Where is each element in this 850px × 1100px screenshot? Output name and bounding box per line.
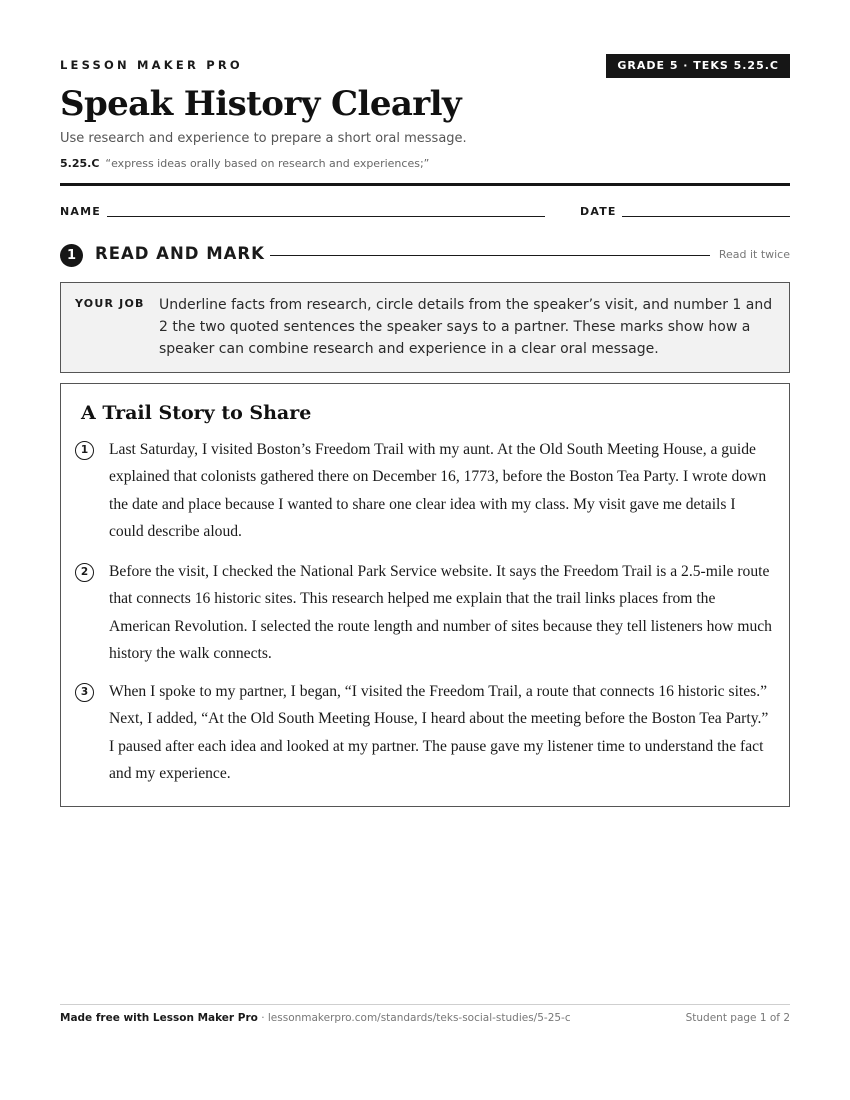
grade-badge: GRADE 5 · TEKS 5.25.C — [606, 54, 790, 78]
date-field-line[interactable] — [622, 216, 790, 217]
paragraph-text: Last Saturday, I visited Boston’s Freedom Trail with my aunt. At the Old South Meeting House, a guide explained that colonists gathered there on December 16, 1773, before the Boston Tea Party. I wrote down the date and place because I wanted to share one clear idea with my class. My visit gave me details I could describe aloud. — [109, 441, 767, 540]
paragraph-text: When I spoke to my partner, I began, “I visited the Freedom Trail, a route that connects 16 historic sites.” Next, I added, “At the Old South Meeting House, I heard about the meeting before the Boston Tea Party.” I paused after each idea and looked at my partner. The pause gave my listener time to understand the fact and my experience. — [109, 683, 769, 782]
section-title: READ AND MARK — [95, 244, 265, 263]
brand-name: LESSON MAKER PRO — [60, 58, 243, 72]
your-job-label: YOUR JOB — [75, 297, 145, 310]
standard-code: 5.25.C — [60, 157, 100, 170]
footer-url[interactable]: lessonmakerpro.com/standards/teks-social-studies/5-25-c — [267, 1012, 571, 1024]
paragraph-number: 2 — [75, 563, 94, 582]
story-box — [60, 383, 790, 807]
header-divider — [60, 183, 790, 186]
name-label: NAME — [60, 205, 101, 218]
your-job-text: Underline facts from research, circle details from the speaker’s visit, and number 1 and 2 the two quoted sentences the speaker says to a partner. These marks show how a speaker can combine research and experience in a clear oral message. — [159, 297, 773, 357]
page-title: Speak History Clearly — [60, 84, 462, 124]
page-subtitle: Use research and experience to prepare a short oral message. — [60, 131, 467, 146]
footer-divider — [60, 1004, 790, 1005]
name-field-line[interactable] — [107, 216, 545, 217]
date-label: DATE — [580, 205, 617, 218]
section-rule — [270, 255, 710, 256]
standard-text: “express ideas orally based on research and experiences;” — [105, 157, 430, 170]
paragraph-text: Before the visit, I checked the National Park Service website. It says the Freedom Trail is a 2.5-mile route that connects 16 historic sites. This research helped me explain that the trail links places from the American Revolution. I selected the route length and number of sites because they tell listeners how much history the walk connects. — [109, 563, 772, 662]
standard-line — [60, 157, 429, 170]
footer-separator: · — [257, 1012, 268, 1024]
section-number: 1 — [60, 244, 83, 267]
footer-credit — [60, 1012, 571, 1024]
your-job-box — [60, 282, 790, 373]
footer-page-number: Student page 1 of 2 — [685, 1012, 790, 1024]
footer-made-by: Made free with Lesson Maker Pro — [60, 1012, 258, 1024]
section-note: Read it twice — [718, 248, 790, 261]
story-title: A Trail Story to Share — [81, 402, 312, 424]
worksheet-page — [60, 0, 790, 1100]
paragraph-number: 3 — [75, 683, 94, 702]
paragraph-number: 1 — [75, 441, 94, 460]
